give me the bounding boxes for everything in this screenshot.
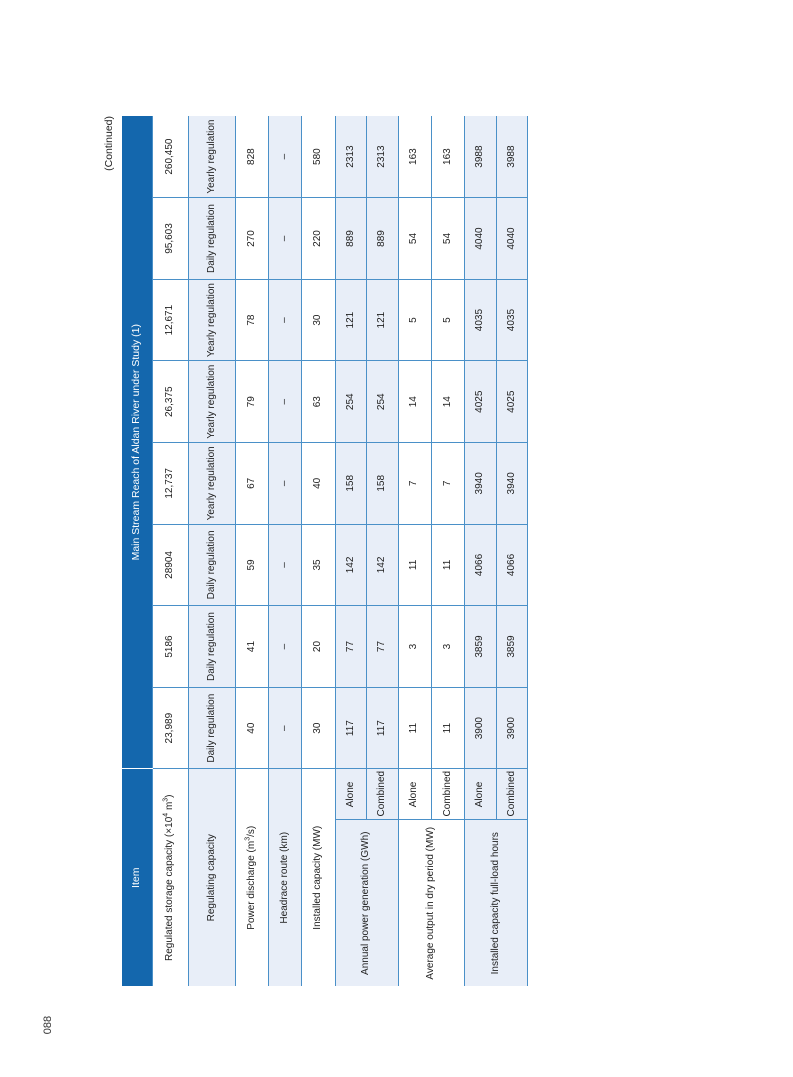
row-label-storage: Regulated storage capacity ($\times 10^4$ $m^3$): [153, 769, 189, 986]
row-label-regulating: Regulating capacity: [189, 769, 235, 986]
table-cell: 254: [367, 361, 398, 443]
table-cell: 4035: [496, 279, 527, 361]
table-cell: 220: [301, 198, 335, 280]
sub-label-combined: Combined: [367, 769, 398, 820]
table-cell: 28904: [153, 524, 189, 606]
table-cell: 11: [398, 524, 431, 606]
table-cell: 11: [431, 524, 464, 606]
table-cell: 3859: [465, 606, 496, 688]
row-label-annual: Annual power generation (GWh): [335, 820, 398, 986]
table-cell: 3: [398, 606, 431, 688]
data-table: [122, 116, 528, 986]
table-cell: 54: [431, 198, 464, 280]
table-cell: 889: [335, 198, 366, 280]
table-cell: 78: [235, 279, 268, 361]
table-cell: –: [269, 279, 301, 361]
page-number: 088: [42, 1015, 54, 1035]
table-cell: 117: [335, 687, 366, 769]
sub-label-alone: Alone: [398, 769, 431, 820]
table-cell: 4040: [496, 198, 527, 280]
table-cell: 4066: [496, 524, 527, 606]
row-label-discharge: Power discharge $(m^3/s)$: [235, 769, 268, 986]
sub-label-combined: Combined: [496, 769, 527, 820]
table-cell: Daily regulation: [189, 606, 235, 688]
continued-label: (Continued): [103, 116, 115, 171]
table-cell: 26,375: [153, 361, 189, 443]
group-header: Main Stream Reach of Aldan River under Study (1): [122, 116, 153, 769]
table-cell: 14: [398, 361, 431, 443]
table-cell: 30: [301, 279, 335, 361]
table-cell: 23,989: [153, 687, 189, 769]
table-cell: Daily regulation: [189, 524, 235, 606]
table-row: [465, 116, 496, 986]
table-cell: 14: [431, 361, 464, 443]
table-cell: –: [269, 361, 301, 443]
table-cell: 54: [398, 198, 431, 280]
table-cell: 163: [431, 116, 464, 198]
table-cell: 12,671: [153, 279, 189, 361]
table-cell: 77: [367, 606, 398, 688]
table-cell: –: [269, 687, 301, 769]
table-cell: 4040: [465, 198, 496, 280]
row-label-installed: Installed capacity (MW): [301, 769, 335, 986]
table-cell: Yearly regulation: [189, 279, 235, 361]
table-cell: 2313: [367, 116, 398, 198]
table-cell: 11: [398, 687, 431, 769]
table-cell: 889: [367, 198, 398, 280]
table-cell: 3859: [496, 606, 527, 688]
table-cell: 3988: [496, 116, 527, 198]
table-cell: 5: [398, 279, 431, 361]
table-cell: 40: [301, 443, 335, 525]
table-cell: 3: [431, 606, 464, 688]
table-cell: 5186: [153, 606, 189, 688]
table-cell: 3940: [496, 443, 527, 525]
table-cell: 3900: [496, 687, 527, 769]
table-cell: 5: [431, 279, 464, 361]
sub-label-combined: Combined: [431, 769, 464, 820]
row-label-headrace: Headrace route (km): [269, 769, 301, 986]
table-cell: 158: [335, 443, 366, 525]
table-cell: 4025: [465, 361, 496, 443]
table-row: [153, 116, 189, 986]
rotated-table-wrapper: [103, 116, 528, 986]
sub-label-alone: Alone: [465, 769, 496, 820]
table-row: [398, 116, 431, 986]
table-row: [269, 116, 301, 986]
table-cell: 7: [398, 443, 431, 525]
table-cell: 11: [431, 687, 464, 769]
table-cell: 67: [235, 443, 268, 525]
table-cell: Daily regulation: [189, 687, 235, 769]
table-cell: 580: [301, 116, 335, 198]
table-row: [335, 116, 366, 986]
table-row: [301, 116, 335, 986]
table-cell: 35: [301, 524, 335, 606]
table-cell: Yearly regulation: [189, 443, 235, 525]
table-cell: –: [269, 606, 301, 688]
table-cell: 77: [335, 606, 366, 688]
table-cell: 41: [235, 606, 268, 688]
table-cell: 828: [235, 116, 268, 198]
table-cell: 260,450: [153, 116, 189, 198]
table-cell: 121: [367, 279, 398, 361]
table-cell: 40: [235, 687, 268, 769]
table-cell: 7: [431, 443, 464, 525]
table-cell: 12,737: [153, 443, 189, 525]
table-cell: 3900: [465, 687, 496, 769]
table-cell: 158: [367, 443, 398, 525]
table-cell: –: [269, 443, 301, 525]
table-cell: 117: [367, 687, 398, 769]
table-cell: 270: [235, 198, 268, 280]
table-cell: 20: [301, 606, 335, 688]
table-row: [235, 116, 268, 986]
table-cell: –: [269, 116, 301, 198]
table-cell: 95,603: [153, 198, 189, 280]
row-label-hours: Installed capacity full-load hours: [465, 820, 528, 986]
table-cell: 3988: [465, 116, 496, 198]
table-cell: 79: [235, 361, 268, 443]
sub-label-alone: Alone: [335, 769, 366, 820]
table-cell: 3940: [465, 443, 496, 525]
table-cell: 4035: [465, 279, 496, 361]
item-header: Item: [122, 769, 153, 986]
table-cell: 4066: [465, 524, 496, 606]
table-cell: Daily regulation: [189, 198, 235, 280]
table-cell: 4025: [496, 361, 527, 443]
table-cell: 30: [301, 687, 335, 769]
table-row: [189, 116, 235, 986]
table-cell: 2313: [335, 116, 366, 198]
table-cell: 142: [335, 524, 366, 606]
table-cell: 63: [301, 361, 335, 443]
table-cell: –: [269, 198, 301, 280]
table-cell: –: [269, 524, 301, 606]
table-cell: Yearly regulation: [189, 116, 235, 198]
table-cell: 254: [335, 361, 366, 443]
table-cell: 142: [367, 524, 398, 606]
table-cell: 59: [235, 524, 268, 606]
table-cell: Yearly regulation: [189, 361, 235, 443]
table-cell: 121: [335, 279, 366, 361]
table-cell: 163: [398, 116, 431, 198]
row-label-dry: Average output in dry period (MW): [398, 820, 465, 986]
